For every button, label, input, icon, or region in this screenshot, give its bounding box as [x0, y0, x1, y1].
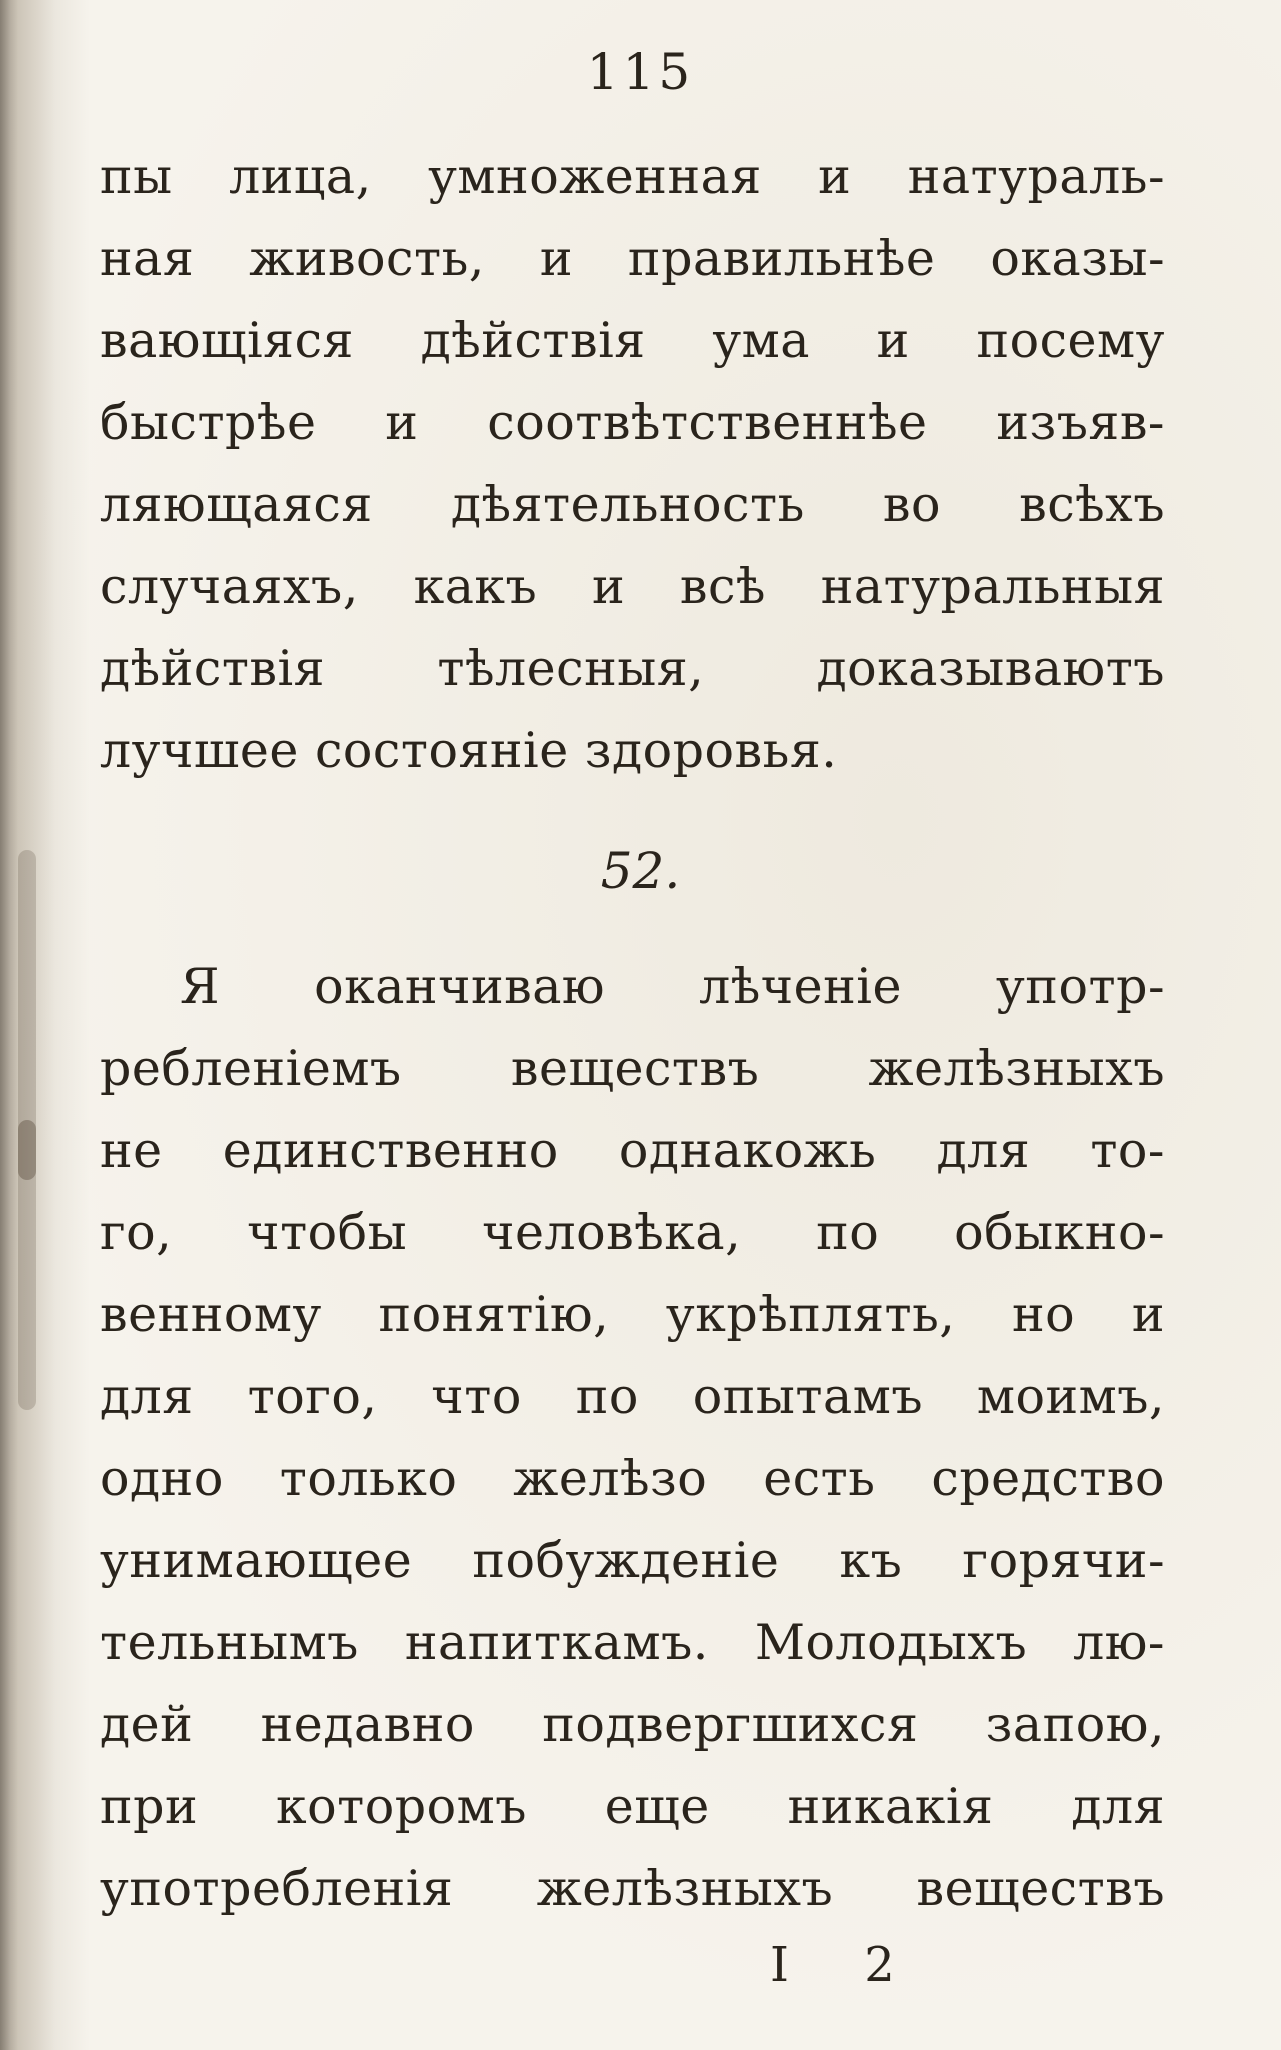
text-line: не единственно однакожь для то-	[100, 1122, 1165, 1179]
text-line: го, чтобы человѣка, по обыкно-	[100, 1204, 1165, 1261]
text-line: ляющаяся дѣятельность во всѣхъ	[100, 476, 1165, 533]
section-number: 52.	[600, 842, 681, 900]
text-line: одно только желѣзо есть средство	[100, 1450, 1165, 1507]
text-line: тельнымъ напиткамъ. Молодыхъ лю-	[100, 1614, 1165, 1671]
page-number: 115	[586, 43, 695, 101]
text-line: венному понятiю, укрѣплять, но и	[100, 1286, 1165, 1343]
text-line: ная живость, и правильнѣе оказы-	[100, 230, 1165, 287]
text-line: дей недавно подвергшихся запою,	[100, 1696, 1165, 1753]
text-line: употребленiя желѣзныхъ веществъ	[100, 1860, 1165, 1917]
text-line: случаяхъ, какъ и всѣ натуральныя	[100, 558, 1165, 615]
printer-signature: I 2	[770, 1937, 925, 1993]
text-line: дѣйствiя тѣлесныя, доказываютъ	[100, 640, 1165, 697]
text-line: унимающее побужденiе къ горячи-	[100, 1532, 1165, 1589]
text-line: пы лица, умноженная и натураль-	[100, 148, 1165, 205]
text-line: для того, что по опытамъ моимъ,	[100, 1368, 1165, 1425]
text-line: при которомъ еще никакiя для	[100, 1778, 1165, 1835]
text-line: ребленiемъ веществъ желѣзныхъ	[100, 1040, 1165, 1097]
text-line-indented: Я оканчиваю лѣченiе употр-	[180, 958, 1165, 1015]
margin-stain-dark	[18, 1120, 36, 1180]
text-line: быстрѣе и соотвѣтственнѣе изъяв-	[100, 394, 1165, 451]
text-line-last: лучшее состоянiе здоровья.	[100, 722, 838, 779]
text-line: вающiяся дѣйствiя ума и посему	[100, 312, 1165, 369]
spine-shadow	[0, 0, 90, 2050]
